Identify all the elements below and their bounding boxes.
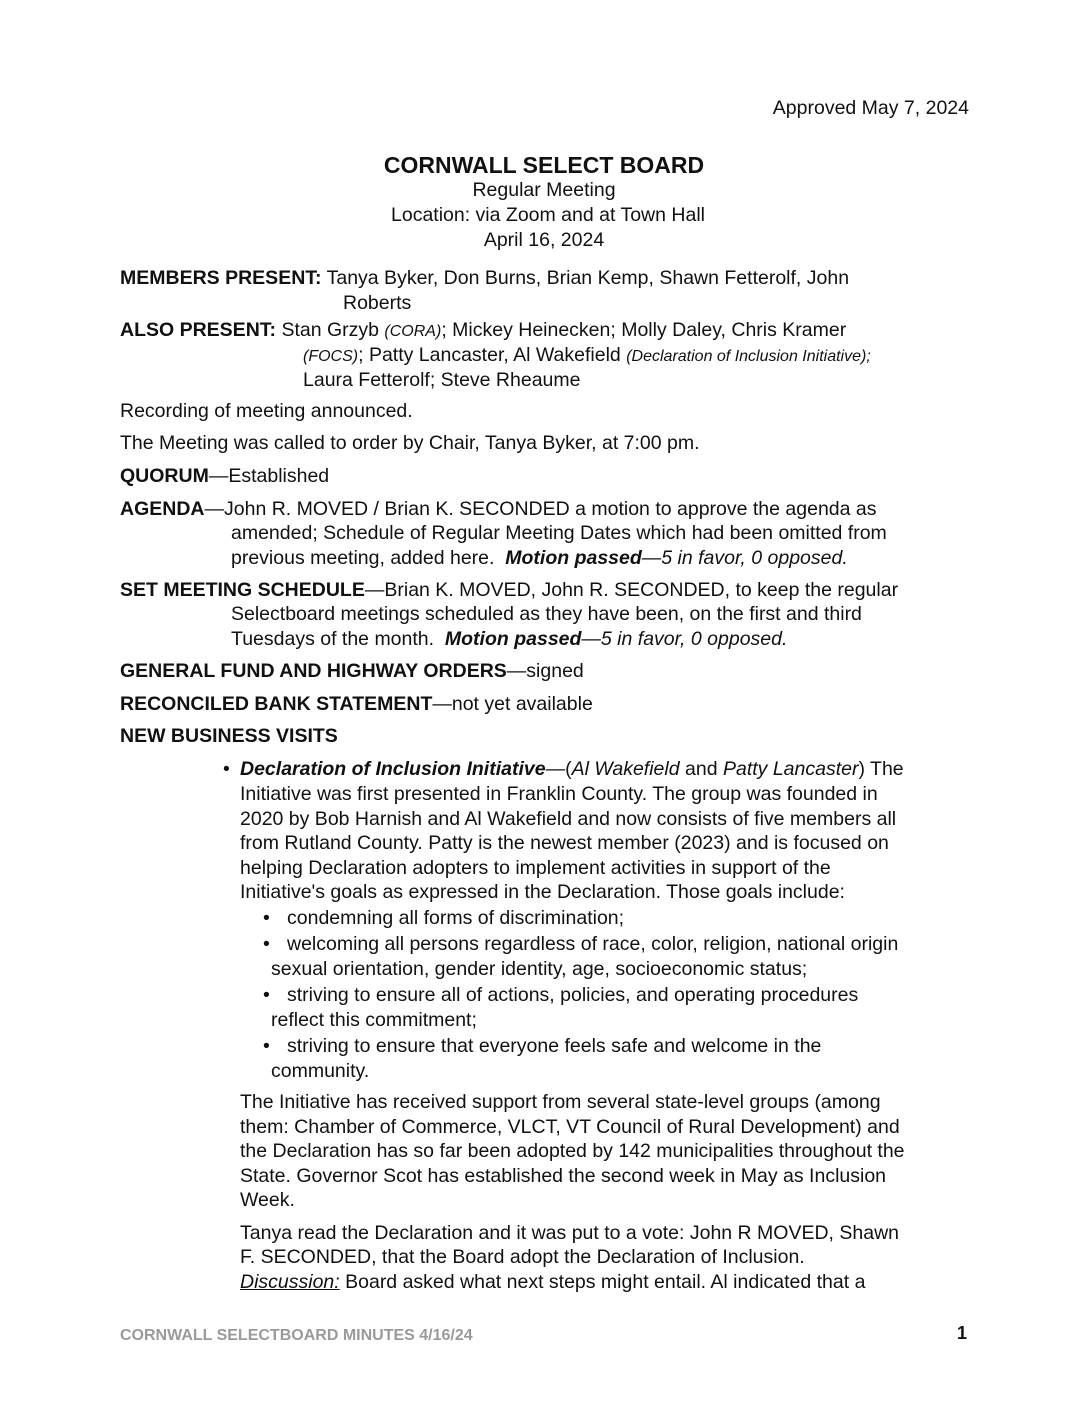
bullet-icon: • (263, 1035, 270, 1057)
quorum-label: QUORUM (120, 465, 209, 487)
vote-line: Tanya read the Declaration and it was put to a vote: John R MOVED, Shawn (240, 1222, 900, 1244)
agenda-label: AGENDA (120, 498, 205, 520)
attendee-text: Stan Grzyb (281, 319, 379, 341)
bank-text: —not yet available (432, 693, 593, 715)
support-line: State. Governor Scot has established the second week in May as Inclusion (240, 1165, 887, 1187)
goal-item: condemning all forms of discrimination; (287, 907, 625, 929)
new-business-heading: NEW BUSINESS VISITS (120, 725, 338, 747)
bank-statement (120, 692, 593, 717)
footer-title: CORNWALL SELECTBOARD MINUTES 4/16/24 (120, 1327, 473, 1344)
support-line: the Declaration has so far been adopted by 142 municipalities throughout the (240, 1140, 905, 1162)
also-present (120, 318, 846, 344)
initiative-line: 2020 by Bob Harnish and Al Wakefield and now consists of five members all (240, 808, 897, 830)
vote-count: —5 in favor, 0 opposed. (581, 628, 788, 650)
initiative-line: Initiative's goals as expressed in the Declaration. Those goals include: (240, 881, 845, 903)
initiative-line: helping Declaration adopters to implement activities in support of the (240, 857, 831, 879)
goal-item: welcoming all persons regardless of race, color, religion, national origin (287, 933, 899, 955)
goal-item-continued: community. (271, 1060, 370, 1082)
recording-note: Recording of meeting announced. (120, 400, 413, 422)
bullet-icon: • (263, 933, 270, 955)
bullet-icon: • (223, 758, 230, 780)
schedule-text: —Brian K. MOVED, John R. SECONDED, to keep the regular (364, 579, 899, 601)
bank-label: RECONCILED BANK STATEMENT (120, 693, 433, 715)
meeting-date: April 16, 2024 (483, 229, 605, 251)
agenda-line2: amended; Schedule of Regular Meeting Dates which had been omitted from (231, 522, 887, 544)
document-header (0, 150, 1088, 180)
agenda-line3 (231, 546, 848, 571)
bullet-icon: • (263, 984, 270, 1006)
meeting-type: Regular Meeting (472, 179, 616, 201)
motion-result: Motion passed (505, 547, 642, 569)
schedule-line2: Selectboard meetings scheduled as they have been, on the first and third (231, 603, 862, 625)
also-present-line2 (303, 343, 871, 369)
vote-count: —5 in favor, 0 opposed. (641, 547, 848, 569)
affiliation: (CORA) (384, 323, 442, 340)
approval-date: Approved May 7, 2024 (772, 97, 969, 119)
general-fund-orders (120, 659, 584, 684)
page-number: 1 (957, 1323, 968, 1343)
members-present-names: Tanya Byker, Don Burns, Brian Kemp, Shawn Fetterolf, John (326, 267, 850, 289)
goal-item-continued: sexual orientation, gender identity, age, socioeconomic status; (271, 958, 808, 980)
presenter-name: Al Wakefield (571, 758, 680, 780)
affiliation: (FOCS) (303, 348, 359, 365)
support-line: The Initiative has received support from several state-level groups (among (240, 1091, 881, 1113)
attendee-text: ; Patty Lancaster, Al Wakefield (358, 344, 621, 366)
initiative-title: Declaration of Inclusion Initiative (240, 758, 546, 780)
discussion-text: Board asked what next steps might entail. Al indicated that a (339, 1271, 866, 1293)
support-line: Week. (240, 1189, 295, 1211)
meeting-schedule (120, 578, 898, 603)
members-present (120, 266, 849, 291)
agenda-text: previous meeting, added here. (231, 547, 495, 569)
call-to-order: The Meeting was called to order by Chair, Tanya Byker, at 7:00 pm. (120, 432, 700, 454)
schedule-label: SET MEETING SCHEDULE (120, 579, 365, 601)
support-line: them: Chamber of Commerce, VLCT, VT Council of Rural Development) and (240, 1116, 900, 1138)
schedule-text: Tuesdays of the month. (231, 628, 435, 650)
goal-item-continued: reflect this commitment; (271, 1009, 477, 1031)
vote-line: F. SECONDED, that the Board adopt the Declaration of Inclusion. (240, 1246, 805, 1268)
initiative-text: and (679, 758, 723, 780)
also-present-label: ALSO PRESENT: (120, 319, 277, 341)
members-present-label: MEMBERS PRESENT: (120, 267, 322, 289)
orders-label: GENERAL FUND AND HIGHWAY ORDERS (120, 660, 507, 682)
discussion-label: Discussion: (240, 1271, 340, 1293)
goal-item: striving to ensure all of actions, policies, and operating procedures (287, 984, 859, 1006)
quorum-text: —Established (208, 465, 330, 487)
presenter-name: Patty Lancaster (722, 758, 859, 780)
schedule-line3 (231, 627, 787, 652)
agenda-text: —John R. MOVED / Brian K. SECONDED a motion to approve the agenda as (204, 498, 877, 520)
page-title: CORNWALL SELECT BOARD (383, 152, 705, 178)
orders-text: —signed (506, 660, 584, 682)
initiative-title-line (240, 757, 1000, 782)
initiative-line: Initiative was first presented in Franklin County. The group was founded in (240, 783, 878, 805)
initiative-text: —( (545, 758, 572, 780)
motion-result: Motion passed (444, 628, 582, 650)
agenda (120, 497, 877, 522)
affiliation: (Declaration of Inclusion Initiative); (626, 348, 871, 365)
discussion-line (240, 1270, 865, 1295)
initiative-text: ) The (858, 758, 904, 780)
initiative-line: from Rutland County. Patty is the newest member (2023) and is focused on (240, 832, 889, 854)
quorum (120, 464, 329, 489)
attendee-text: ; Mickey Heinecken; Molly Daley, Chris Kramer (441, 319, 847, 341)
meeting-location: Location: via Zoom and at Town Hall (391, 204, 705, 226)
members-present-continued: Roberts (343, 292, 412, 314)
also-present-line3: Laura Fetterolf; Steve Rheaume (303, 369, 581, 391)
goal-item: striving to ensure that everyone feels safe and welcome in the (287, 1035, 822, 1057)
bullet-icon: • (263, 907, 270, 929)
